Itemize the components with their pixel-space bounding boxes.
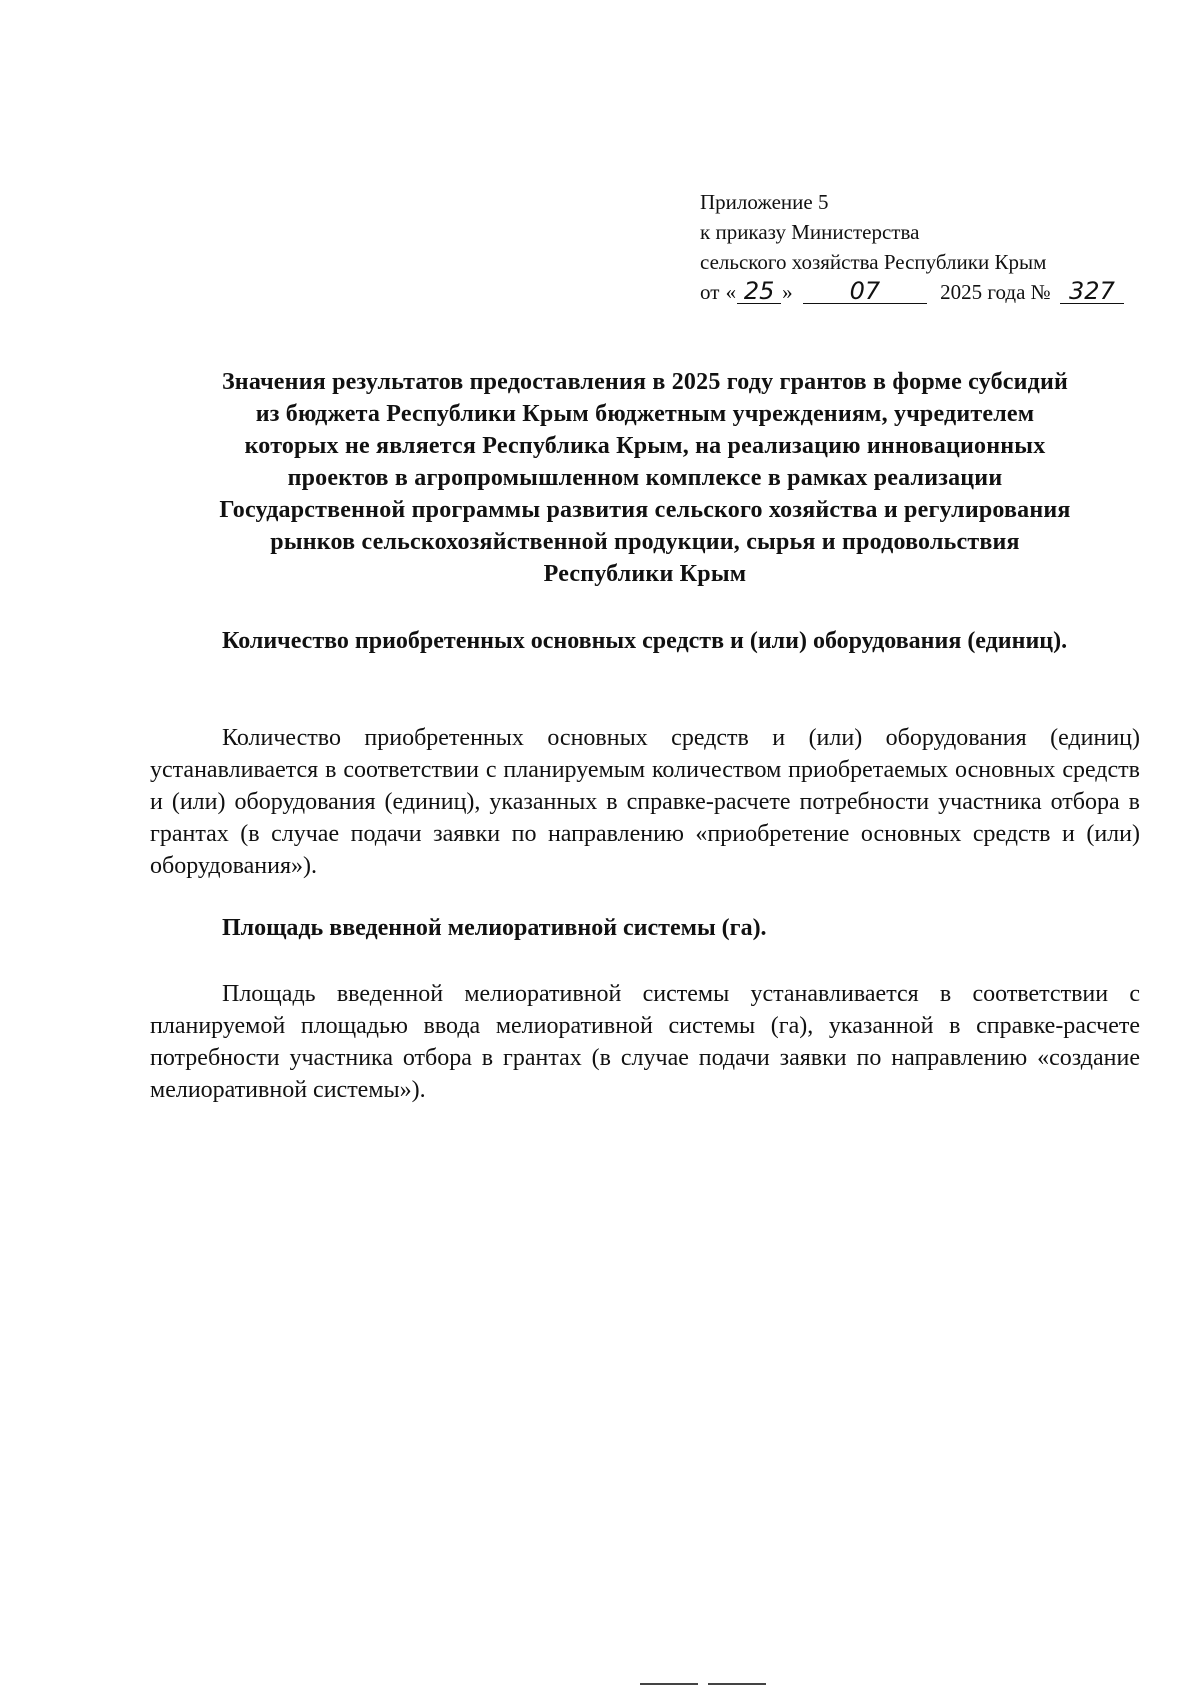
page-bottom-marks	[640, 1683, 770, 1687]
section-text-irrigation: Площадь введенной мелиоративной системы устанавливается в соответствии с планируемой площадью ввода мелиоративной системы (га), указанной в справке-расчете потребности участника отбора в грантах (в случае подачи заявки по направлению «создание мелиоративной системы»).	[150, 981, 1140, 1103]
title-line: рынков сельскохозяйственной продукции, сырья и продовольствия	[270, 529, 1020, 555]
section-heading-irrigation: Площадь введенной мелиоративной системы (га).	[222, 915, 767, 941]
handwritten-month: 07	[803, 279, 927, 304]
appendix-ministry: сельского хозяйства Республики Крым	[700, 250, 1047, 274]
document-title	[150, 366, 1140, 590]
title-line: Республики Крым	[543, 561, 747, 587]
section-heading-equipment: Количество приобретенных основных средств и (или) оборудования (единиц).	[222, 628, 1068, 654]
title-line: проектов в агропромышленном комплексе в рамках реализации	[287, 465, 1003, 491]
title-line: Государственной программы развития сельского хозяйства и регулирования	[219, 497, 1071, 523]
year-text: 2025 года №	[940, 280, 1051, 304]
appendix-label: Приложение 5	[700, 190, 829, 214]
appendix-date-line: от « 25 » 07 2025 года № 327	[700, 277, 1140, 307]
title-line: из бюджета Республики Крым бюджетным учреждениям, учредителем	[255, 401, 1035, 427]
section-text-equipment: Количество приобретенных основных средств и (или) оборудования (единиц) устанавливается в соответствии с планируемым количеством приобретаемых основных средств и (или) оборудования (единиц), указанных в справке-расчете потребности участника отбора в грантах (в случае подачи заявки по направлению «приобретение основных средств и (или) оборудования»).	[150, 725, 1140, 879]
handwritten-order-number: 327	[1060, 279, 1124, 304]
appendix-order-ref: к приказу Министерства	[700, 220, 920, 244]
handwritten-day: 25	[737, 279, 781, 304]
title-line: Значения результатов предоставления в 2025 году грантов в форме субсидий	[221, 369, 1069, 395]
date-prefix: от	[700, 280, 720, 304]
appendix-header	[700, 187, 1140, 307]
title-line: которых не является Республика Крым, на реализацию инновационных	[244, 433, 1046, 459]
